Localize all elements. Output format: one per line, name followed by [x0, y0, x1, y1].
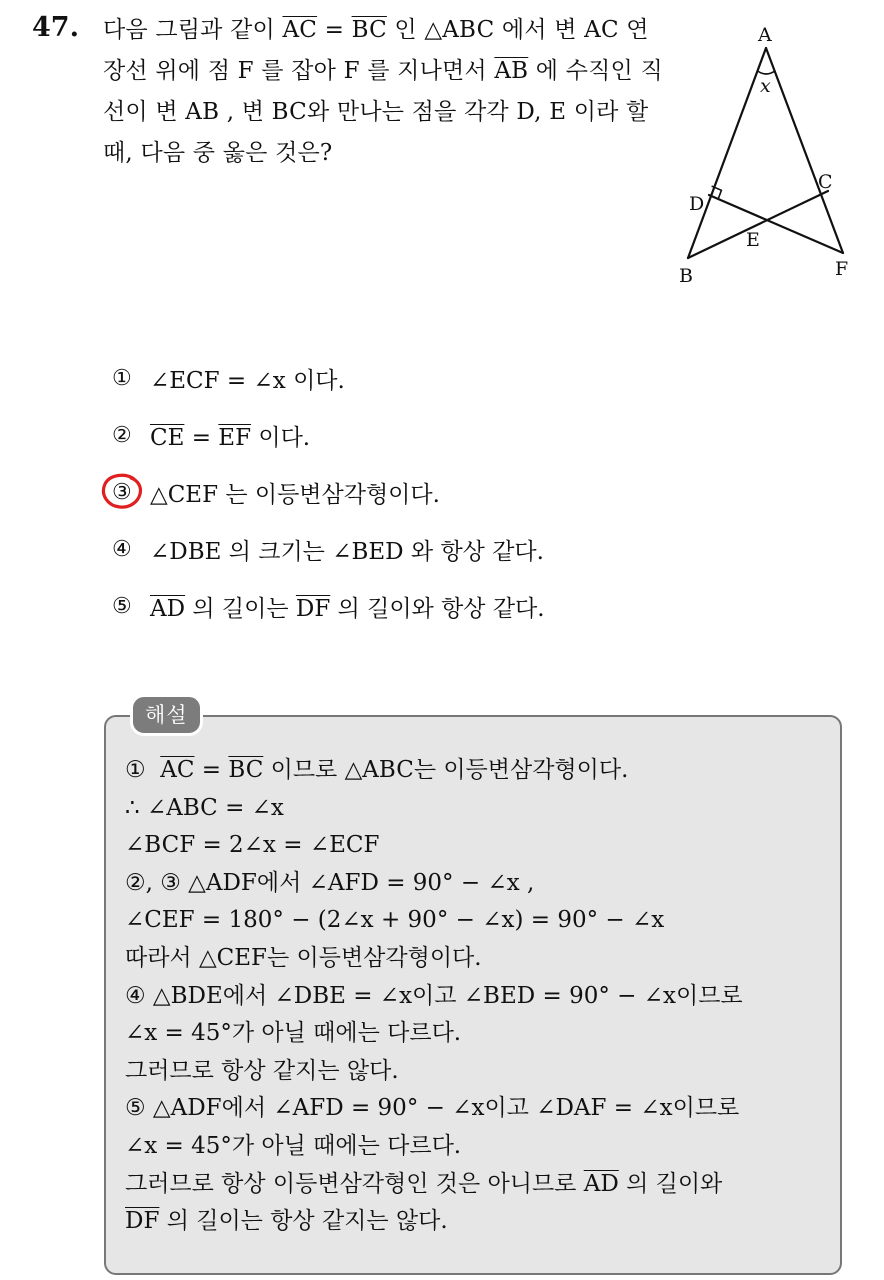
- label-b: B: [679, 265, 693, 287]
- solution-line: ∠CEF = 180° − (2∠x + 90° − ∠x) = 90° − ∠x: [125, 907, 665, 934]
- segment-bc: $\overline{BC}$: [351, 17, 387, 43]
- label-d: D: [689, 193, 705, 215]
- choice-text: $\overline{AD}$ 의 길이는 $\overline{DF}$ 의 길이와 항상 같다.: [150, 596, 545, 622]
- solution-line: 그러므로 항상 같지는 않다.: [125, 1057, 399, 1084]
- solution-line: 그러므로 항상 이등변삼각형인 것은 아니므로 $\overline{AD}$ 의 길이와: [125, 1170, 723, 1197]
- triangle-figure: [660, 18, 870, 293]
- choice-text: ∠ECF = ∠x 이다.: [150, 368, 345, 394]
- answer-choices: [112, 350, 545, 635]
- solution-line: ∠BCF = 2∠x = ∠ECF: [125, 832, 380, 859]
- solution-line: ∠x = 45°가 아닐 때에는 다르다.: [125, 1132, 462, 1159]
- angle-arc-a: [757, 71, 774, 74]
- choice-4[interactable]: [112, 521, 545, 578]
- question-text: 다음 그림과 같이 $\overline{AC} = \overline{BC}$ 인 △ABC 에서 변 AC 연장선 위에 점 F 를 잡아 F 를 지나면서 $\overline{AB}$ 에 수직인 직선이 변 AB , 변 BC와 만나는 점을 각각 D, E 이라 할 때, 다음 중 옳은 것은?: [103, 17, 663, 166]
- choice-1[interactable]: [112, 350, 545, 407]
- edge-df: [709, 195, 843, 253]
- question-number: 47.: [32, 12, 79, 43]
- solution-tab-label: 해설: [130, 694, 203, 736]
- choice-number: ④: [112, 537, 132, 562]
- choice-3[interactable]: [112, 464, 545, 521]
- choice-2[interactable]: [112, 407, 545, 464]
- label-e: E: [746, 229, 760, 251]
- label-f: F: [835, 258, 849, 280]
- segment-ac: $\overline{AC}$: [282, 17, 318, 43]
- solution-line: ⑤ △ADF에서 ∠AFD = 90° − ∠x이고 ∠DAF = ∠x이므로: [125, 1095, 740, 1122]
- label-x: x: [760, 75, 771, 97]
- edge-af: [766, 48, 843, 253]
- choice-number: ①: [112, 366, 132, 391]
- solution-line: ① $\overline{AC} = \overline{BC}$ 이므로 △ABC는 이등변삼각형이다.: [125, 757, 629, 783]
- solution-text: [125, 752, 825, 1241]
- solution-line: ∠x = 45°가 아닐 때에는 다르다.: [125, 1020, 462, 1047]
- choice-text: $\overline{CE} = \overline{EF}$ 이다.: [150, 425, 311, 451]
- solution-line: 따라서 △CEF는 이등변삼각형이다.: [125, 944, 482, 971]
- choice-number: ③: [112, 480, 132, 505]
- label-c: C: [818, 171, 833, 193]
- segment-ab: $\overline{AB}$: [494, 58, 529, 84]
- solution-line: ②, ③ △ADF에서 ∠AFD = 90° − ∠x ,: [125, 869, 535, 896]
- solution-line: ④ △BDE에서 ∠DBE = ∠x이고 ∠BED = 90° − ∠x이므로: [125, 982, 743, 1009]
- choice-text: △CEF 는 이등변삼각형이다.: [150, 482, 440, 508]
- choice-number: ②: [112, 423, 132, 448]
- choice-5[interactable]: [112, 578, 545, 635]
- label-a: A: [758, 24, 772, 46]
- choice-number: ⑤: [112, 594, 132, 619]
- solution-line: ∴ ∠ABC = ∠x: [125, 794, 284, 821]
- selected-answer-circle-mark: [100, 470, 150, 514]
- choice-text: ∠DBE 의 크기는 ∠BED 와 항상 같다.: [150, 539, 544, 565]
- solution-line: $\overline{DF}$ 의 길이는 항상 같지는 않다.: [125, 1208, 448, 1235]
